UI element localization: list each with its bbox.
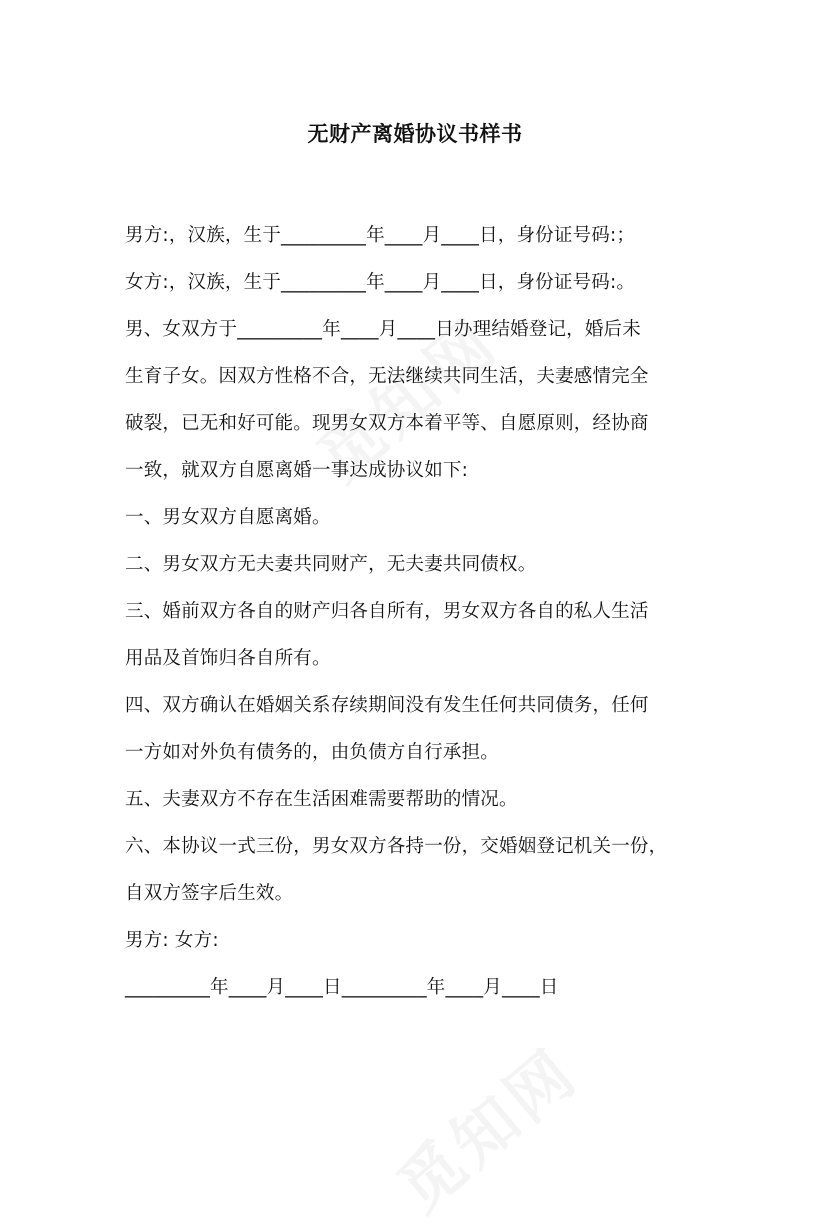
- clause-6: 六、本协议一式三份，男女双方各持一份，交婚姻登记机关一份，: [125, 836, 668, 857]
- clause-1: 一、男女双方自愿离婚。: [125, 507, 331, 528]
- document-body: [125, 212, 725, 1011]
- body-paragraph-line: 男、女双方于_________年____月____日办理结婚登记，婚后未: [125, 319, 641, 340]
- body-paragraph-line: 一致，就双方自愿离婚一事达成协议如下:: [125, 460, 469, 481]
- clause-4: 四、双方确认在婚姻关系存续期间没有发生任何共同债务，任何: [125, 695, 649, 716]
- body-paragraph-line: 生育子女。因双方性格不合，无法继续共同生活，夫妻感情完全: [125, 366, 649, 387]
- clause-3: 三、婚前双方各自的财产归各自所有，男女双方各自的私人生活: [125, 601, 649, 622]
- party-male-info: 男方:，汉族，生于_________年____月____日，身份证号码:；: [125, 225, 636, 246]
- clause-4-cont: 一方如对外负有债务的，由负债方自行承担。: [125, 742, 500, 763]
- clause-2: 二、男女双方无夫妻共同财产，无夫妻共同债权。: [125, 554, 537, 575]
- clause-3-cont: 用品及首饰归各自所有。: [125, 648, 331, 669]
- signature-dates: _________年____月____日_________年____月____日: [125, 977, 559, 998]
- clause-5: 五、夫妻双方不存在生活困难需要帮助的情况。: [125, 789, 518, 810]
- document-title: 无财产离婚协议书样书: [307, 122, 523, 146]
- signature-labels: 男方: 女方:: [125, 930, 219, 951]
- watermark: [375, 1023, 595, 1228]
- party-female-info: 女方:，汉族，生于_________年____月____日，身份证号码:。: [125, 272, 636, 293]
- clause-6-cont: 自双方签字后生效。: [125, 883, 294, 904]
- body-paragraph-line: 破裂，已无和好可能。现男女双方本着平等、自愿原则，经协商: [125, 413, 649, 434]
